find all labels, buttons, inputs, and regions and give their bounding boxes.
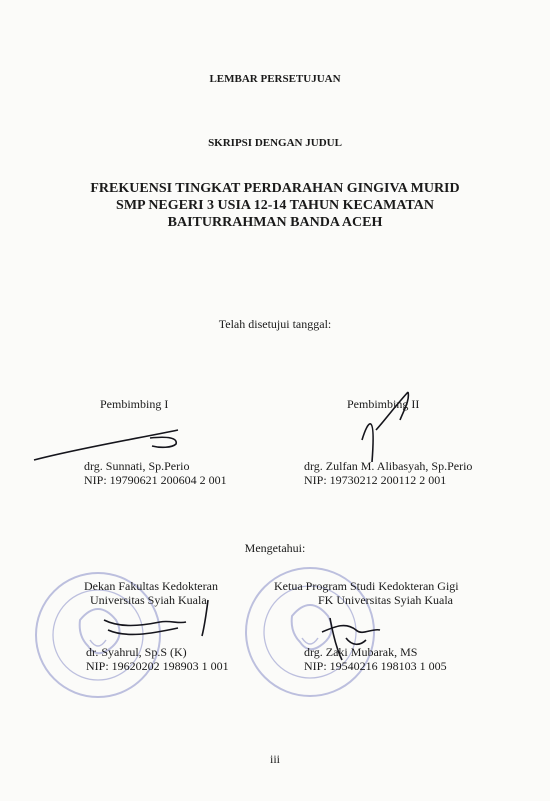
thesis-title-line-3: BAITURRAHMAN BANDA ACEH: [167, 215, 383, 230]
head-title-line-2: FK Universitas Syiah Kuala: [318, 593, 453, 607]
head-title-line-1: Ketua Program Studi Kedokteran Gigi: [274, 579, 459, 593]
dean-title-line-1: Dekan Fakultas Kedokteran: [84, 579, 218, 593]
approval-title: LEMBAR PERSETUJUAN: [209, 73, 341, 85]
head-nip: NIP: 19540216 198103 1 005: [304, 659, 447, 673]
thesis-title: [60, 180, 490, 231]
supervisor-2-nip: NIP: 19730212 200112 2 001: [304, 473, 447, 487]
supervisor-2-name: drg. Zulfan M. Alibasyah, Sp.Perio: [304, 459, 473, 473]
supervisor-2-role: Pembimbing II: [347, 397, 420, 411]
acknowledged-label: Mengetahui:: [244, 541, 306, 555]
thesis-label: SKRIPSI DENGAN JUDUL: [208, 137, 342, 149]
approval-date-label: Telah disetujui tanggal:: [218, 317, 332, 331]
supervisor-1-name: drg. Sunnati, Sp.Perio: [84, 459, 190, 473]
supervisor-1-nip: NIP: 19790621 200604 2 001: [84, 473, 227, 487]
dean-title-line-2: Universitas Syiah Kuala: [90, 593, 207, 607]
page-number: iii: [269, 752, 280, 766]
thesis-title-line-2: SMP NEGERI 3 USIA 12-14 TAHUN KECAMATAN: [116, 198, 434, 213]
thesis-title-line-1: FREKUENSI TINGKAT PERDARAHAN GINGIVA MURID: [90, 181, 460, 196]
dean-nip: NIP: 19620202 198903 1 001: [86, 659, 229, 673]
dean-name: dr. Syahrul, Sp.S (K): [86, 645, 187, 659]
supervisor-1-role: Pembimbing I: [100, 397, 169, 411]
head-name: drg. Zaki Mubarak, MS: [304, 645, 418, 659]
signature-supervisor-1: [34, 430, 178, 460]
